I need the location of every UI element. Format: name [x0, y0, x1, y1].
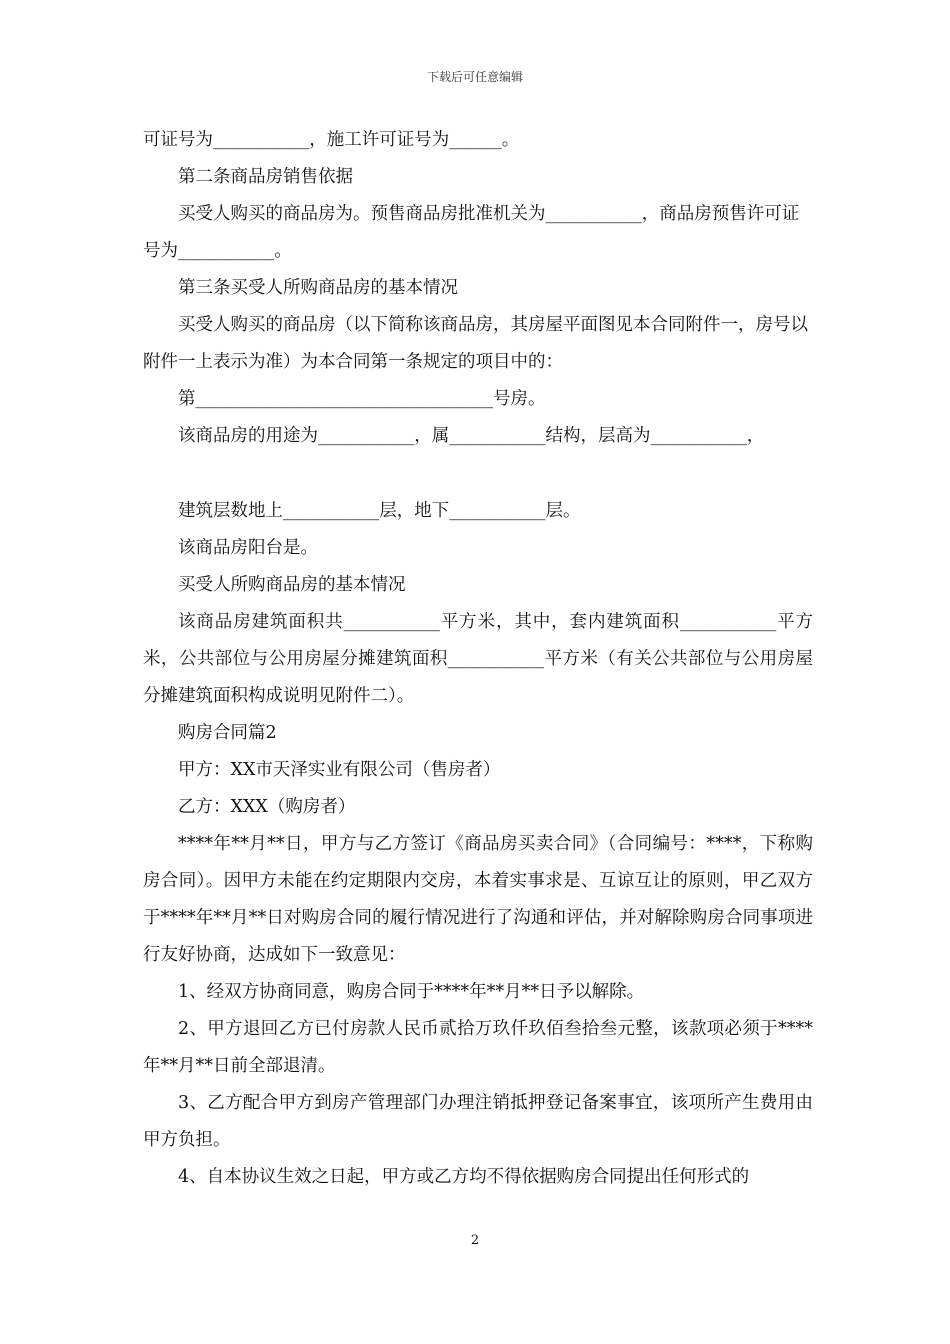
clause-item: 4、自本协议生效之日起，甲方或乙方均不得依据购房合同提出任何形式的	[178, 1167, 750, 1187]
party-a: 甲方：XX市天泽实业有限公司（售房者）	[178, 760, 501, 780]
paragraph: 买受人购买的商品房（以下简称该商品房，其房屋平面图见本合同附件一，房号以附件一上表示为准）为本合同第一条规定的项目中的：	[143, 315, 808, 372]
paragraph: 买受人购买的商品房为。预售商品房批准机关为___________，商品房预售许可证号为___________。	[143, 204, 800, 261]
party-b: 乙方：XXX（购房者）	[178, 797, 356, 817]
paragraph: 买受人所购商品房的基本情况	[178, 575, 406, 595]
clause-item: 2、甲方退回乙方已付房款人民币贰拾万玖仟玖佰叁拾叁元整，该款项必须于****年**月**日前全部退清。	[143, 1019, 813, 1076]
paragraph: 该商品房阳台是。	[178, 538, 318, 558]
paragraph: 第__________________________________号房。	[178, 389, 546, 409]
page-header: 下载后可任意编辑	[426, 70, 523, 84]
section-heading: 第二条商品房销售依据	[178, 167, 353, 187]
paragraph: 该商品房建筑面积共___________平方米，其中，套内建筑面积___________平方米，公共部位与公用房屋分摊建筑面积___________平方米（有关公共部位与公用房屋分摊建筑面积构成说明见附件二）。	[143, 612, 813, 706]
paragraph: 该商品房的用途为___________，属___________结构，层高为___________，	[178, 426, 765, 446]
page-number: 2	[470, 1233, 480, 1248]
clause-item: 3、乙方配合甲方到房产管理部门办理注销抵押登记备案事宜，该项所产生费用由甲方负担。	[143, 1093, 813, 1150]
clause-item: 1、经双方协商同意，购房合同于****年**月**日予以解除。	[178, 982, 645, 1002]
document-body	[143, 122, 813, 1196]
paragraph: 建筑层数地上___________层，地下___________层。	[178, 501, 581, 521]
paragraph: ****年**月**日，甲方与乙方签订《商品房买卖合同》（合同编号：****，下称购房合同）。因甲方未能在约定期限内交房，本着实事求是、互谅互让的原则，甲乙双方于****年**月**日对购房合同的履行情况进行了沟通和评估，并对解除购房合同事项进行友好协商，达成如下一致意见：	[143, 834, 813, 965]
paragraph: 可证号为___________，施工许可证号为______。	[143, 130, 520, 150]
section-heading: 购房合同篇2	[178, 723, 277, 743]
section-heading: 第三条买受人所购商品房的基本情况	[178, 278, 458, 298]
